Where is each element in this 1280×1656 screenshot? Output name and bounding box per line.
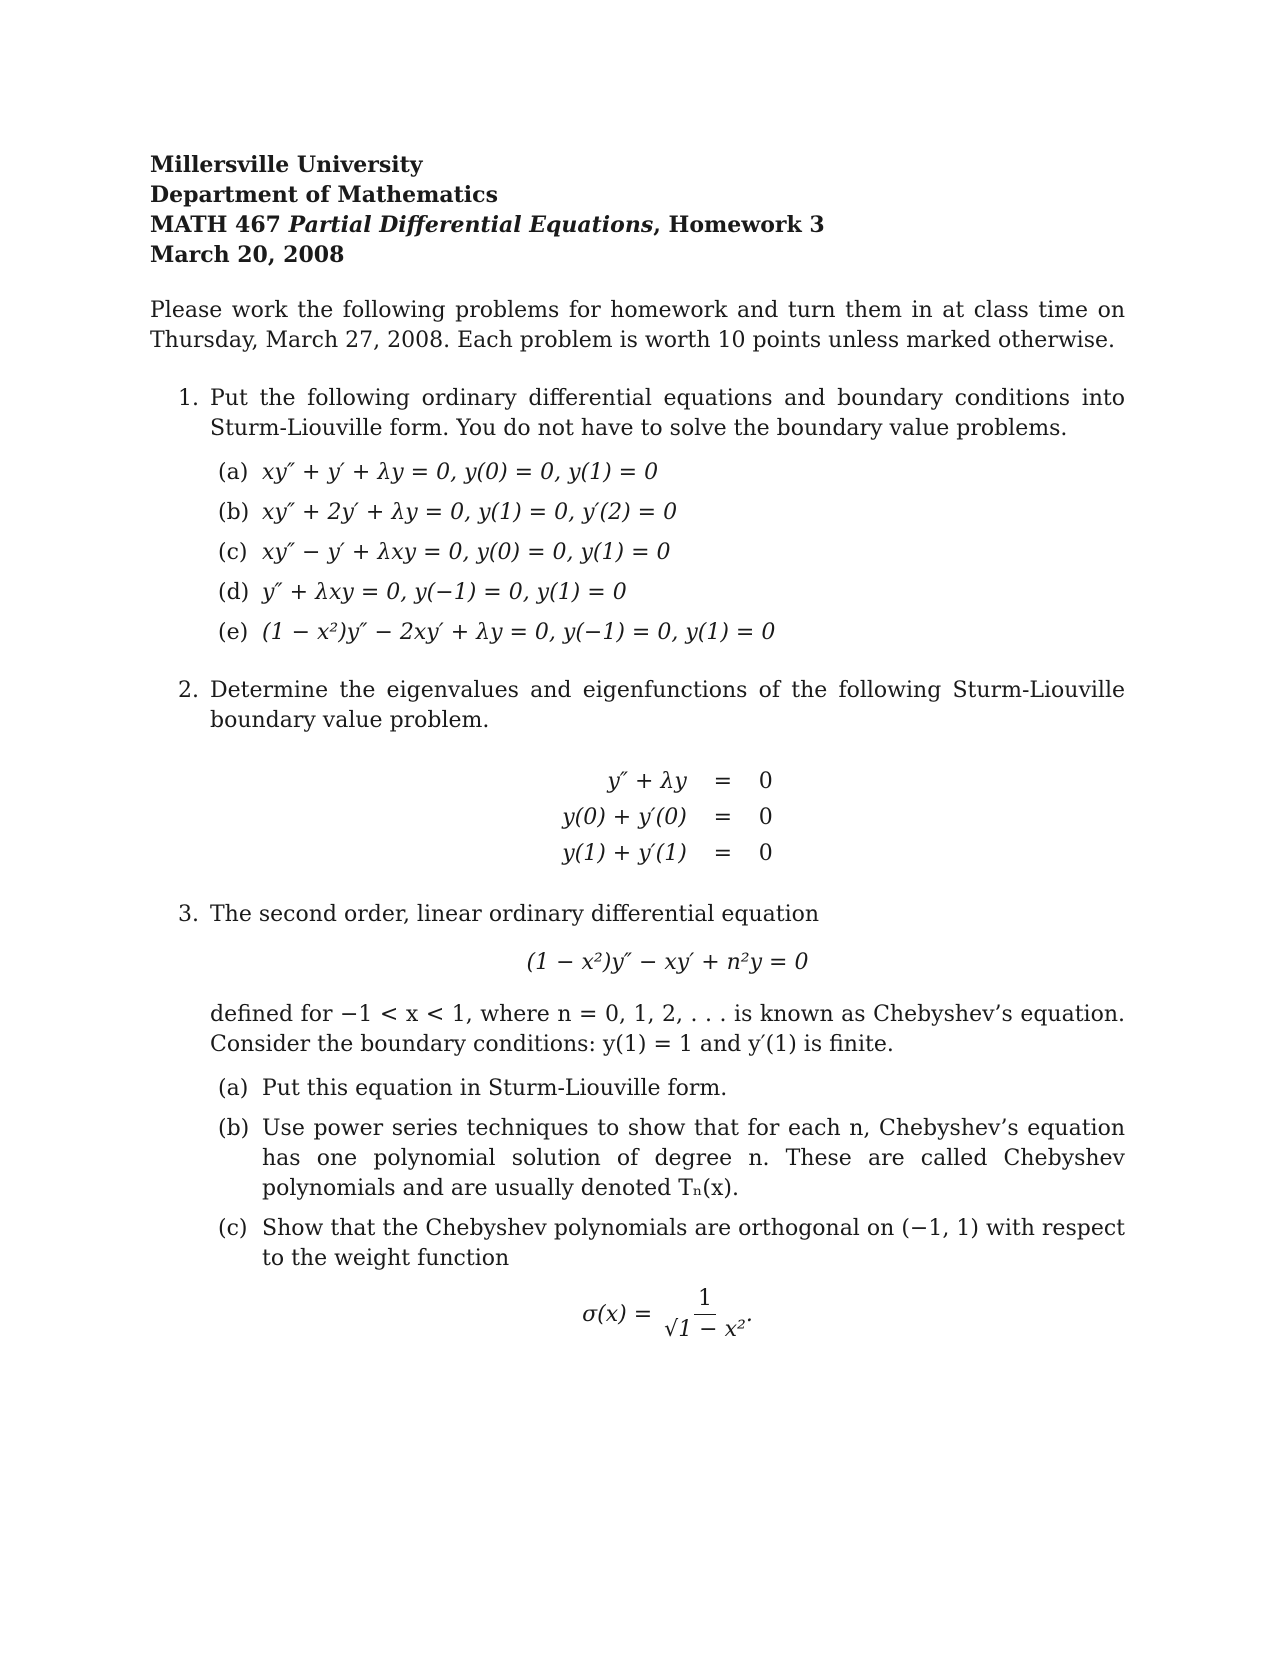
part-a: [210, 1074, 1125, 1104]
equals-sign: =: [713, 805, 733, 830]
equation-rhs: 0: [758, 769, 773, 794]
part-b: [210, 1114, 1125, 1204]
problem-2: [150, 676, 1125, 872]
part-a: [210, 458, 1125, 488]
fraction-denominator: √1 − x²: [664, 1317, 746, 1342]
part-label: (e): [218, 620, 249, 645]
equation-lhs: y(1) + y′(1): [562, 841, 687, 866]
problem-number: 2.: [178, 678, 199, 703]
part-equation: xy″ − y′ + λxy = 0, y(0) = 0, y(1) = 0: [262, 540, 671, 565]
equation-lhs: y(0) + y′(0): [562, 805, 687, 830]
part-equation: y″ + λxy = 0, y(−1) = 0, y(1) = 0: [262, 580, 627, 605]
weight-function: [210, 1284, 1125, 1345]
part-label: (c): [218, 1216, 248, 1241]
part-label: (b): [218, 1116, 250, 1141]
course-line: [150, 210, 1125, 240]
problem-3: [150, 900, 1125, 1345]
part-equation: xy″ + y′ + λy = 0, y(0) = 0, y(1) = 0: [262, 460, 659, 485]
part-label: (c): [218, 540, 248, 565]
problem-text-continued: defined for −1 < x < 1, where n = 0, 1, 2, . . . is known as Chebyshev’s equation. Consider the boundary conditions: y(1) = 1 and y′(1) is finite.: [210, 1002, 1125, 1057]
part-equation: xy″ + 2y′ + λy = 0, y(1) = 0, y′(2) = 0: [262, 500, 678, 525]
equation-row: [554, 800, 781, 836]
part-label: (a): [218, 1076, 249, 1101]
equals-sign: =: [713, 841, 733, 866]
problem-parts: [210, 458, 1125, 648]
part-d: [210, 578, 1125, 608]
part-label: (a): [218, 460, 249, 485]
equation-row: [554, 836, 781, 872]
assignment-name: , Homework 3: [653, 212, 825, 238]
part-e: [210, 618, 1125, 648]
part-label: (d): [218, 580, 250, 605]
homework-page: [150, 150, 1125, 1345]
part-text: Use power series techniques to show that for each n, Chebyshev’s equation has one polynomial solution of degree n. These are called Chebyshev polynomials and are usually denoted Tₙ(x).: [262, 1116, 1125, 1201]
equation-system: [554, 764, 781, 872]
part-text: Show that the Chebyshev polynomials are orthogonal on (−1, 1) with respect to the weight function: [262, 1216, 1125, 1271]
equals-sign: =: [713, 769, 733, 794]
part-label: (b): [218, 500, 250, 525]
problem-number: 1.: [178, 386, 199, 411]
problem-text: The second order, linear ordinary differential equation: [210, 902, 820, 927]
equation-rhs: 0: [758, 805, 773, 830]
equation-row: [554, 764, 781, 800]
part-b: [210, 498, 1125, 528]
chebyshev-equation: (1 − x²)y″ − xy′ + n²y = 0: [526, 950, 809, 975]
part-text: Put this equation in Sturm-Liouville form.: [262, 1076, 728, 1101]
problem-1: [150, 384, 1125, 648]
problem-number: 3.: [178, 902, 199, 927]
part-c: [210, 1214, 1125, 1274]
weight-lhs: σ(x) =: [582, 1301, 653, 1327]
part-c: [210, 538, 1125, 568]
problem-text: Put the following ordinary differential equations and boundary conditions into Sturm-Liouville form. You do not have to solve the boundary value problems.: [210, 386, 1125, 441]
course-code: MATH 467: [150, 212, 281, 238]
fraction-numerator: 1: [694, 1284, 716, 1315]
problem-parts: [210, 1074, 1125, 1274]
equation-rhs: 0: [758, 841, 773, 866]
weight-fraction: [664, 1284, 746, 1345]
header-date: March 20, 2008: [150, 242, 345, 268]
part-equation: (1 − x²)y″ − 2xy′ + λy = 0, y(−1) = 0, y(1) = 0: [262, 620, 776, 645]
weight-period: .: [745, 1301, 753, 1327]
university-name: Millersville University: [150, 152, 423, 178]
department-name: Department of Mathematics: [150, 182, 498, 208]
problem-text: Determine the eigenvalues and eigenfunctions of the following Sturm-Liouville boundary value problem.: [210, 678, 1125, 733]
document-header: [150, 150, 1125, 270]
equation-lhs: y″ + λy: [607, 769, 687, 794]
course-title: Partial Differential Equations: [288, 212, 654, 238]
intro-paragraph: Please work the following problems for homework and turn them in at class time on Thursday, March 27, 2008. Each problem is worth 10 points unless marked otherwise.: [150, 298, 1125, 353]
